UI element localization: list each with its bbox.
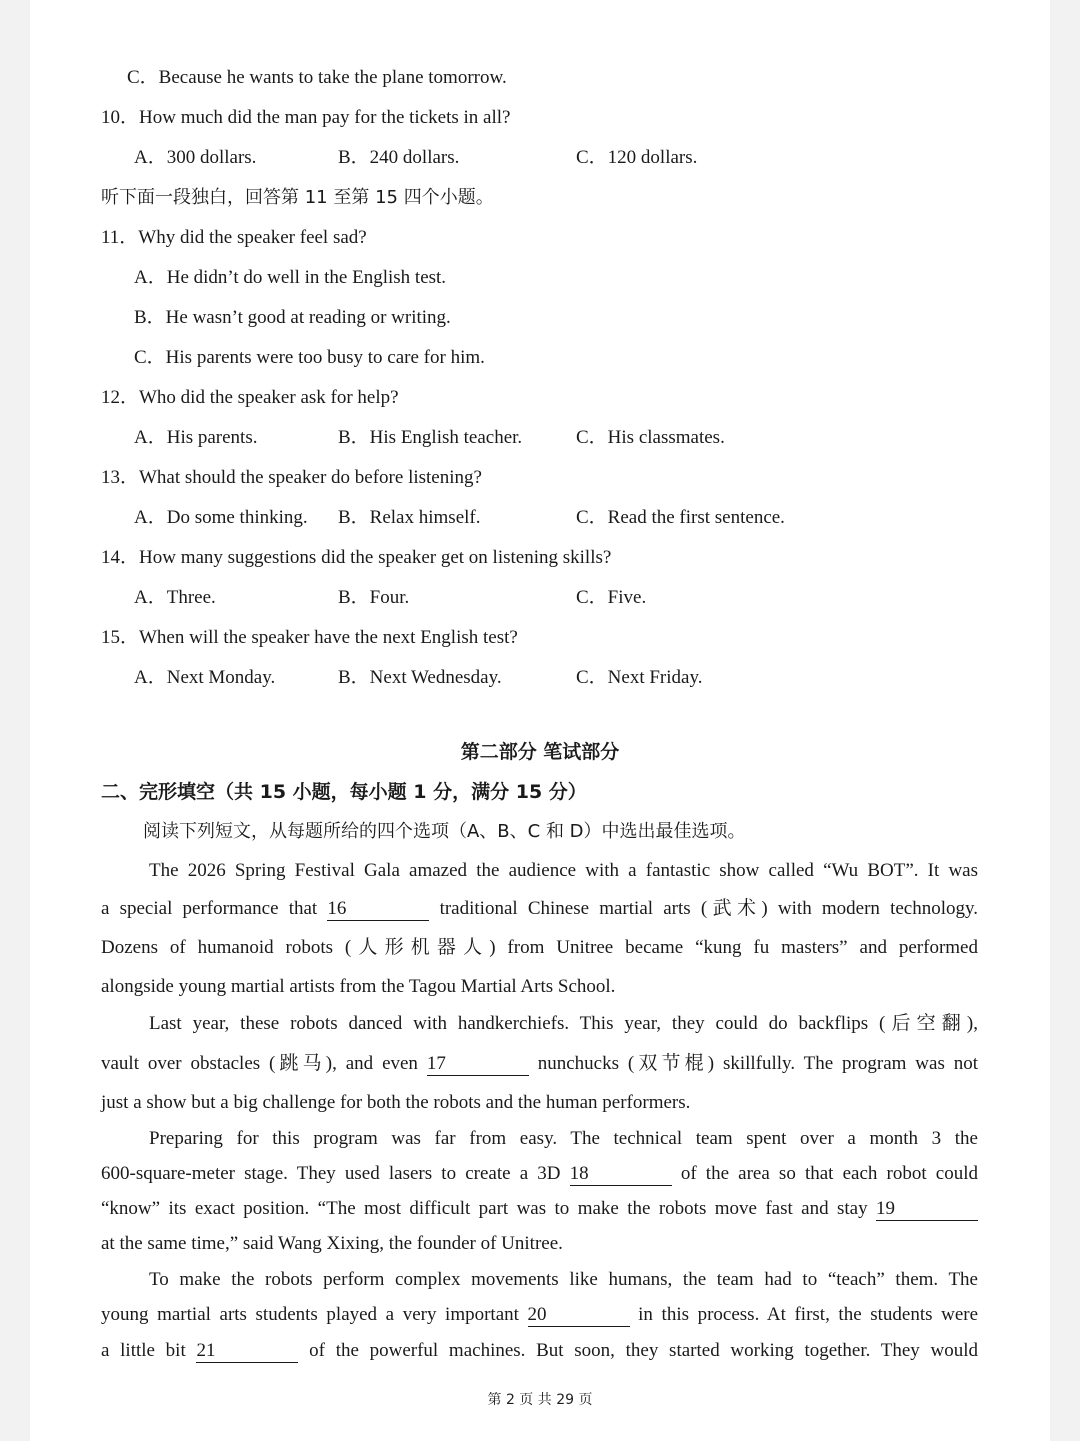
q12-stem: 12．Who did the speaker ask for help? — [101, 387, 399, 408]
passage-text: Preparing for this program was far from easy. The technical team spent over a month 3 the — [149, 1128, 978, 1149]
q14-option-a: A．Three. — [134, 587, 216, 608]
passage-p3-line4: at the same time,” said Wang Xixing, the founder of Unitree. — [101, 1233, 563, 1254]
passage-p4-line3 — [101, 1339, 978, 1363]
q14-option-b: B．Four. — [338, 587, 410, 608]
q15-option-b: B．Next Wednesday. — [338, 667, 502, 688]
q11-option-a: A．He didn’t do well in the English test. — [134, 267, 447, 288]
cloze-instruction: 阅读下列短文，从每题所给的四个选项（A、B、C 和 D）中选出最佳选项。 — [143, 821, 746, 842]
passage-text: of the area so that each robot could — [680, 1163, 979, 1184]
q13-option-c: C．Read the first sentence. — [576, 507, 785, 528]
q13-stem: 13．What should the speaker do before listening? — [101, 467, 482, 488]
q10-stem: 10．How much did the man pay for the tickets in all? — [101, 107, 511, 128]
q13-option-b: B．Relax himself. — [338, 507, 481, 528]
q12-option-b: B．His English teacher. — [338, 427, 523, 448]
passage-p4-line2 — [101, 1303, 978, 1327]
passage-p1-line2 — [101, 897, 978, 921]
blank-21: 21 — [196, 1340, 298, 1363]
passage-text: Last year, these robots danced with handkerchiefs. This year, they could do backflips (后空翻), — [149, 1013, 978, 1034]
q10-option-a: A．300 dollars. — [134, 147, 257, 168]
q10-option-c: C．120 dollars. — [576, 147, 698, 168]
blank-16: 16 — [327, 898, 429, 921]
blank-18: 18 — [570, 1163, 672, 1186]
q11-stem: 11．Why did the speaker feel sad? — [101, 227, 367, 248]
blank-20: 20 — [528, 1304, 630, 1327]
q15-option-a: A．Next Monday. — [134, 667, 276, 688]
cloze-section-heading: 二、完形填空（共 15 小题，每小题 1 分，满分 15 分） — [101, 781, 587, 803]
passage-p3-line1 — [101, 1127, 978, 1151]
blank-19: 19 — [876, 1198, 978, 1221]
q14-stem: 14．How many suggestions did the speaker get on listening skills? — [101, 547, 612, 568]
q14-option-c: C．Five. — [576, 587, 647, 608]
passage-text: traditional Chinese martial arts (武术) with modern technology. — [439, 898, 979, 919]
passage-p1-line4: alongside young martial artists from the Tagou Martial Arts School. — [101, 976, 616, 997]
q12-option-a: A．His parents. — [134, 427, 258, 448]
passage-text: “know” its exact position. “The most difficult part was to make the robots move fast and stay — [101, 1198, 868, 1219]
passage-text: 600-square-meter stage. They used lasers to create a 3D — [101, 1163, 561, 1184]
passage-text: nunchucks (双节棍) skillfully. The program was not — [537, 1053, 979, 1074]
passage-text: a little bit — [101, 1340, 186, 1361]
passage-text: vault over obstacles (跳马), and even — [101, 1053, 418, 1074]
monologue-instruction: 听下面一段独白，回答第 11 至第 15 四个小题。 — [101, 187, 494, 208]
passage-p2-line1 — [101, 1012, 978, 1036]
q9-option-c: C．Because he wants to take the plane tomorrow. — [127, 67, 507, 88]
passage-text: To make the robots perform complex movements like humans, the team had to “teach” them. The — [149, 1269, 978, 1290]
passage-text: of the powerful machines. But soon, they started working together. They would — [309, 1340, 979, 1361]
passage-text: in this process. At first, the students were — [638, 1304, 979, 1325]
exam-page — [30, 0, 1050, 1441]
passage-p4-line1 — [101, 1268, 978, 1292]
passage-p1-line1 — [101, 859, 978, 883]
q11-option-b: B．He wasn’t good at reading or writing. — [134, 307, 451, 328]
passage-p2-line2 — [101, 1052, 978, 1076]
passage-p1-line3 — [101, 936, 978, 960]
passage-text: a special performance that — [101, 898, 318, 919]
q15-stem: 15．When will the speaker have the next English test? — [101, 627, 518, 648]
q13-option-a: A．Do some thinking. — [134, 507, 308, 528]
q11-option-c: C．His parents were too busy to care for him. — [134, 347, 485, 368]
q12-option-c: C．His classmates. — [576, 427, 725, 448]
blank-17: 17 — [427, 1053, 529, 1076]
passage-p3-line3 — [101, 1197, 978, 1221]
page-number-footer: 第 2 页 共 29 页 — [487, 1392, 593, 1408]
passage-p3-line2 — [101, 1162, 978, 1186]
part-two-title: 第二部分 笔试部分 — [460, 741, 620, 763]
passage-p2-line3: just a show but a big challenge for both the robots and the human performers. — [101, 1092, 691, 1113]
q15-option-c: C．Next Friday. — [576, 667, 703, 688]
q10-option-b: B．240 dollars. — [338, 147, 460, 168]
passage-text: young martial arts students played a very important — [101, 1304, 519, 1325]
passage-text: Dozens of humanoid robots (人形机器人) from Unitree became “kung fu masters” and performed — [101, 937, 978, 958]
passage-text: The 2026 Spring Festival Gala amazed the audience with a fantastic show called “Wu BOT”. It was — [149, 860, 978, 881]
